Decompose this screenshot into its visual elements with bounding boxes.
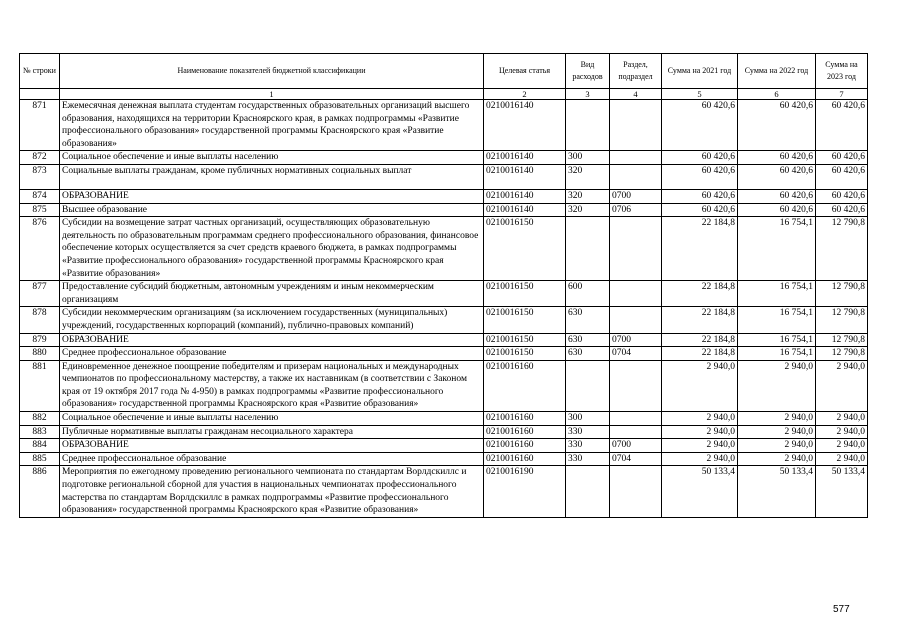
section-code: [610, 281, 662, 307]
row-number: 882: [20, 412, 60, 426]
column-number: [20, 89, 60, 100]
section-code: [610, 466, 662, 517]
expense-type: 330: [566, 452, 610, 466]
expense-type: 600: [566, 281, 610, 307]
section-code: 0704: [610, 452, 662, 466]
target-article: 0210016190: [484, 466, 566, 517]
sum-2022: 16 754,1: [738, 347, 816, 361]
expense-type: 630: [566, 347, 610, 361]
indicator-name: Субсидии некоммерческим организациям (за исключением государственных (муниципальных) учреждений, государственных корпораций (компаний), публично-правовых компаний): [60, 307, 484, 333]
indicator-name: Социальное обеспечение и иные выплаты населению: [60, 412, 484, 426]
indicator-name: Субсидии на возмещение затрат частных организаций, осуществляющих образовательную деятельность по образовательным программам среднего профессионального образования, финансовое обеспечение которых осуществляется за счет средств краевого бюджета, в рамках подпрограммы «Развитие профессионального образования» государственной программы Красноярского края «Развитие образования»: [60, 217, 484, 281]
section-code: [610, 100, 662, 151]
indicator-name: Ежемесячная денежная выплата студентам государственных образовательных организаций высшего образования, находящихся на территории Красноярского края, в рамках подпрограммы «Развитие профессионального образования» государственной программы Красноярского края «Развитие образования»: [60, 100, 484, 151]
table-row: [20, 307, 868, 333]
indicator-name: ОБРАЗОВАНИЕ: [60, 189, 484, 203]
target-article: 0210016160: [484, 425, 566, 439]
section-code: [610, 151, 662, 165]
header-section: Раздел, подраздел: [610, 54, 662, 89]
column-number: 4: [610, 89, 662, 100]
sum-2023: 2 940,0: [816, 425, 868, 439]
sum-2023: 2 940,0: [816, 360, 868, 411]
target-article: 0210016160: [484, 452, 566, 466]
column-number: 5: [662, 89, 738, 100]
sum-2022: 2 940,0: [738, 360, 816, 411]
row-number: 872: [20, 151, 60, 165]
table-body: [20, 100, 868, 518]
table-row: [20, 439, 868, 453]
indicator-name: Единовременное денежное поощрение победителям и призерам национальных и международных чемпионатов по профессиональному мастерству, а также их наставникам (в соответствии с Законом края от 19 октября 2017 года № 4-950) в рамках подпрограммы «Развитие профессионального образования» государственной программы Красноярского края «Развитие образования»: [60, 360, 484, 411]
expense-type: 320: [566, 203, 610, 217]
sum-2022: 60 420,6: [738, 164, 816, 189]
indicator-name: Среднее профессиональное образование: [60, 347, 484, 361]
table-row: [20, 466, 868, 517]
indicator-name: Социальные выплаты гражданам, кроме публичных нормативных социальных выплат: [60, 164, 484, 189]
target-article: 0210016160: [484, 412, 566, 426]
row-number: 874: [20, 189, 60, 203]
sum-2022: 2 940,0: [738, 452, 816, 466]
row-number: 885: [20, 452, 60, 466]
target-article: 0210016140: [484, 151, 566, 165]
expense-type: [566, 100, 610, 151]
sum-2021: 60 420,6: [662, 189, 738, 203]
indicator-name: Социальное обеспечение и иные выплаты населению: [60, 151, 484, 165]
sum-2023: 50 133,4: [816, 466, 868, 517]
sum-2022: 16 754,1: [738, 307, 816, 333]
table-row: [20, 100, 868, 151]
target-article: 0210016160: [484, 439, 566, 453]
target-article: 0210016140: [484, 203, 566, 217]
target-article: 0210016140: [484, 100, 566, 151]
target-article: 0210016150: [484, 333, 566, 347]
indicator-name: Высшее образование: [60, 203, 484, 217]
sum-2023: 2 940,0: [816, 412, 868, 426]
target-article: 0210016150: [484, 281, 566, 307]
header-row-number: № строки: [20, 54, 60, 89]
sum-2023: 12 790,8: [816, 307, 868, 333]
expense-type: 330: [566, 425, 610, 439]
column-number: 6: [738, 89, 816, 100]
table-row: [20, 281, 868, 307]
section-code: 0704: [610, 347, 662, 361]
expense-type: 300: [566, 151, 610, 165]
indicator-name: Среднее профессиональное образование: [60, 452, 484, 466]
section-code: 0700: [610, 333, 662, 347]
row-number: 883: [20, 425, 60, 439]
sum-2023: 60 420,6: [816, 151, 868, 165]
sum-2021: 2 940,0: [662, 360, 738, 411]
row-number: 873: [20, 164, 60, 189]
sum-2021: 60 420,6: [662, 164, 738, 189]
target-article: 0210016140: [484, 164, 566, 189]
column-number: 3: [566, 89, 610, 100]
column-number: 2: [484, 89, 566, 100]
target-article: 0210016140: [484, 189, 566, 203]
expense-type: [566, 360, 610, 411]
expense-type: 330: [566, 439, 610, 453]
section-code: [610, 164, 662, 189]
sum-2021: 2 940,0: [662, 425, 738, 439]
sum-2023: 60 420,6: [816, 203, 868, 217]
sum-2021: 50 133,4: [662, 466, 738, 517]
sum-2023: 2 940,0: [816, 452, 868, 466]
table-row: [20, 164, 868, 189]
table-row: [20, 425, 868, 439]
column-number: 1: [60, 89, 484, 100]
sum-2022: 16 754,1: [738, 281, 816, 307]
indicator-name: ОБРАЗОВАНИЕ: [60, 439, 484, 453]
sum-2021: 22 184,8: [662, 347, 738, 361]
sum-2021: 22 184,8: [662, 217, 738, 281]
header-row: [20, 54, 868, 89]
row-number: 875: [20, 203, 60, 217]
row-number: 878: [20, 307, 60, 333]
target-article: 0210016150: [484, 347, 566, 361]
section-code: [610, 360, 662, 411]
sum-2022: 2 940,0: [738, 425, 816, 439]
sum-2022: 2 940,0: [738, 412, 816, 426]
indicator-name: Публичные нормативные выплаты гражданам несоциального характера: [60, 425, 484, 439]
sum-2021: 22 184,8: [662, 281, 738, 307]
sum-2022: 60 420,6: [738, 189, 816, 203]
sum-2022: 2 940,0: [738, 439, 816, 453]
sum-2021: 22 184,8: [662, 307, 738, 333]
header-sum-2023: Сумма на 2023 год: [816, 54, 868, 89]
row-number: 880: [20, 347, 60, 361]
table-row: [20, 347, 868, 361]
column-number: 7: [816, 89, 868, 100]
header-sum-2021: Сумма на 2021 год: [662, 54, 738, 89]
row-number: 871: [20, 100, 60, 151]
sum-2022: 50 133,4: [738, 466, 816, 517]
indicator-name: ОБРАЗОВАНИЕ: [60, 333, 484, 347]
sum-2023: 12 790,8: [816, 347, 868, 361]
expense-type: 300: [566, 412, 610, 426]
expense-type: 630: [566, 307, 610, 333]
table-row: [20, 203, 868, 217]
section-code: [610, 217, 662, 281]
sum-2021: 60 420,6: [662, 151, 738, 165]
sum-2022: 60 420,6: [738, 100, 816, 151]
row-number: 886: [20, 466, 60, 517]
table-row: [20, 189, 868, 203]
sum-2022: 16 754,1: [738, 333, 816, 347]
column-number-row: [20, 89, 868, 100]
sum-2022: 60 420,6: [738, 151, 816, 165]
table-row: [20, 360, 868, 411]
indicator-name: Мероприятия по ежегодному проведению регионального чемпионата по стандартам Ворлдскиллс и подготовке региональной сборной для участия в национальных чемпионатах профессионального мастерства по стандартам Ворлдскиллс в рамках подпрограммы «Развитие профессионального образования» государственной программы Красноярского края «Развитие образования»: [60, 466, 484, 517]
sum-2021: 60 420,6: [662, 203, 738, 217]
header-indicator-name: Наименование показателей бюджетной классификации: [60, 54, 484, 89]
sum-2021: 2 940,0: [662, 439, 738, 453]
sum-2023: 12 790,8: [816, 217, 868, 281]
header-target-article: Целевая статья: [484, 54, 566, 89]
section-code: 0700: [610, 439, 662, 453]
sum-2021: 60 420,6: [662, 100, 738, 151]
budget-table: [19, 53, 868, 518]
row-number: 876: [20, 217, 60, 281]
row-number: 884: [20, 439, 60, 453]
target-article: 0210016150: [484, 307, 566, 333]
table-row: [20, 412, 868, 426]
expense-type: 320: [566, 164, 610, 189]
expense-type: [566, 217, 610, 281]
expense-type: 320: [566, 189, 610, 203]
header-sum-2022: Сумма на 2022 год: [738, 54, 816, 89]
target-article: 0210016160: [484, 360, 566, 411]
sum-2021: 2 940,0: [662, 452, 738, 466]
sum-2022: 60 420,6: [738, 203, 816, 217]
table-row: [20, 151, 868, 165]
sum-2023: 2 940,0: [816, 439, 868, 453]
section-code: [610, 307, 662, 333]
sum-2023: 60 420,6: [816, 100, 868, 151]
expense-type: [566, 466, 610, 517]
sum-2023: 12 790,8: [816, 333, 868, 347]
sum-2022: 16 754,1: [738, 217, 816, 281]
table-row: [20, 452, 868, 466]
row-number: 879: [20, 333, 60, 347]
expense-type: 630: [566, 333, 610, 347]
row-number: 881: [20, 360, 60, 411]
sum-2021: 22 184,8: [662, 333, 738, 347]
indicator-name: Предоставление субсидий бюджетным, автономным учреждениям и иным некоммерческим организациям: [60, 281, 484, 307]
section-code: [610, 412, 662, 426]
section-code: [610, 425, 662, 439]
sum-2023: 60 420,6: [816, 164, 868, 189]
table-row: [20, 333, 868, 347]
header-expense-type: Вид расходов: [566, 54, 610, 89]
sum-2023: 12 790,8: [816, 281, 868, 307]
row-number: 877: [20, 281, 60, 307]
table-row: [20, 217, 868, 281]
section-code: 0706: [610, 203, 662, 217]
page-number: 577: [833, 604, 850, 615]
sum-2023: 60 420,6: [816, 189, 868, 203]
section-code: 0700: [610, 189, 662, 203]
sum-2021: 2 940,0: [662, 412, 738, 426]
target-article: 0210016150: [484, 217, 566, 281]
